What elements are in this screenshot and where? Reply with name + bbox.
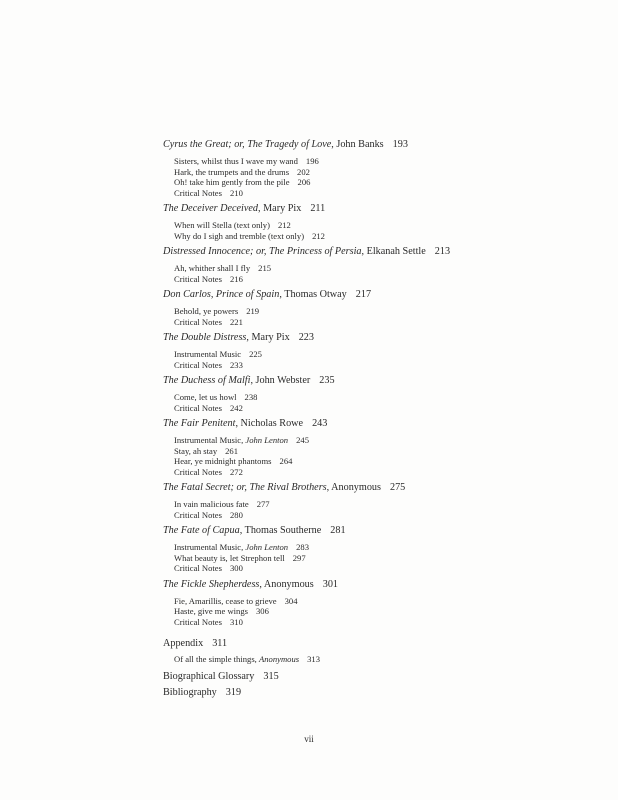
toc-entry-heading[interactable] [163,578,593,592]
toc-entry [163,331,593,370]
title-separator: , [258,203,264,214]
toc-sub-entry[interactable] [174,360,593,371]
toc-entry-heading[interactable] [163,481,593,495]
page-number: vii [304,734,314,744]
sub-entry-page: 196 [305,156,319,166]
toc-sub-entry[interactable] [174,188,593,199]
toc-sub-entry[interactable] [174,306,593,317]
toc-sub-entry[interactable] [174,317,593,328]
play-title: Don Carlos, Prince of Spain [163,289,280,300]
sub-entry-page: 219 [246,306,260,316]
sub-entry-text: When will Stella (text only) [174,220,270,230]
toc-sub-entry[interactable] [174,167,593,178]
appendix-page: 311 [212,638,228,649]
toc-sub-entries [163,499,593,520]
toc-sub-entry[interactable] [174,392,593,403]
sub-entry-text: Why do I sigh and tremble (text only) [174,230,305,241]
title-separator: , [279,289,285,300]
glossary-entry[interactable] [163,670,593,684]
appendix-sub-page: 313 [307,654,320,664]
toc-entry-heading[interactable] [163,524,593,538]
toc-sub-entry[interactable] [174,596,593,607]
toc-sub-entry[interactable] [174,349,593,360]
play-title: The Fickle Shepherdess [163,578,260,590]
play-title: The Fate of Capua [163,525,240,536]
appendix-sub-text: Of all the simple things, [174,654,257,664]
play-title: The Duchess of Malfi [163,375,251,386]
sub-entry-text: Instrumental Music, [174,542,244,552]
play-page: 243 [312,418,328,429]
toc-sub-entries [163,263,593,284]
toc-entry-heading[interactable] [163,417,593,431]
play-author: Mary Pix [263,203,302,214]
title-separator: , [250,375,256,386]
sub-entry-text: Critical Notes [174,466,222,477]
appendix-subs [163,654,593,665]
toc-sub-entry[interactable] [174,263,593,274]
toc-entry-heading[interactable] [163,138,593,152]
title-separator: , [326,482,332,493]
sub-entry-page: 216 [229,273,243,284]
glossary-label: Biographical Glossary [163,670,255,682]
toc-sub-entries [163,596,593,628]
sub-entry-page: 212 [277,220,291,230]
toc-sub-entry[interactable] [174,220,593,231]
sub-entry-text: Critical Notes [174,273,222,284]
sub-entry-page: 297 [292,552,306,563]
sub-entry-page: 264 [279,456,293,466]
toc-entry-heading[interactable] [163,374,593,388]
toc-sub-entry[interactable] [174,446,593,457]
play-title: The Deceiver Deceived [163,203,259,214]
sub-entry-text: Instrumental Music, [174,435,244,445]
toc-sub-entry[interactable] [174,553,593,564]
play-page: 235 [319,375,335,386]
sub-entry-composer: John Lenton [245,542,289,552]
toc-entry [163,481,593,520]
toc-sub-entries [163,349,593,370]
sub-entry-text: Critical Notes [174,509,222,520]
title-separator: , [331,139,337,150]
play-author: Elkanah Settle [366,246,426,257]
play-author: Anonymous [331,482,381,493]
sub-entry-page: 261 [225,445,239,456]
bibliography-label: Bibliography [163,686,217,698]
sub-entry-text: What beauty is, let Strephon tell [174,552,285,563]
toc-entries [163,138,593,627]
sub-entry-composer: John Lenton [245,435,289,445]
toc-entry [163,578,593,628]
toc-entry [163,524,593,574]
sub-entry-text: Critical Notes [174,359,222,370]
sub-entry-page: 300 [229,563,243,573]
toc-sub-entries [163,542,593,574]
sub-entry-page: 225 [249,349,262,359]
sub-entry-page: 310 [229,616,243,627]
toc-sub-entries [163,435,593,477]
toc-entry [163,374,593,413]
sub-entry-text: Critical Notes [174,563,222,573]
sub-entry-text: Behold, ye powers [174,306,239,316]
title-separator: , [259,578,264,590]
sub-entry-text: Critical Notes [174,616,222,627]
toc-sub-entry[interactable] [174,156,593,167]
sub-entry-text: Critical Notes [174,187,222,198]
sub-entry-page: 272 [229,466,243,477]
play-page: 193 [392,139,408,150]
play-page: 217 [355,289,372,300]
play-page: 213 [434,246,451,257]
title-separator: , [361,246,367,257]
title-separator: , [239,525,245,536]
play-page: 223 [298,332,314,343]
sub-entry-text: Instrumental Music [174,349,242,359]
toc-sub-entry[interactable] [174,499,593,510]
title-separator: , [246,332,252,343]
sub-entry-page: 212 [312,230,325,241]
toc-sub-entry[interactable] [174,456,593,467]
sub-entry-text: Come, let us howl [174,392,237,402]
toc-entry [163,138,593,198]
sub-entry-page: 304 [284,595,298,606]
toc-sub-entry[interactable] [174,403,593,414]
play-title: Cyrus the Great; or, The Tragedy of Love [163,139,332,150]
sub-entry-page: 233 [229,359,243,370]
sub-entry-text: Stay, ah stay [174,445,218,456]
bibliography-page: 319 [225,686,242,698]
sub-entry-text: Hark, the trumpets and the drums [174,166,290,177]
toc-sub-entry[interactable] [174,274,593,285]
play-page: 275 [389,482,406,493]
toc-sub-entry[interactable] [174,435,593,446]
sub-entry-page: 238 [244,392,258,402]
sub-entry-page: 242 [229,402,243,413]
toc-sub-entries [163,156,593,198]
toc-sub-entry[interactable] [174,617,593,628]
toc-entry [163,417,593,477]
play-page: 211 [310,203,326,214]
play-title: The Fatal Secret; or, The Rival Brothers [163,482,327,493]
play-author: Thomas Otway [284,289,347,300]
toc-entry-heading[interactable] [163,288,593,302]
toc-entry-heading[interactable] [163,245,593,259]
toc-sub-entry[interactable] [174,467,593,478]
toc-sub-entry[interactable] [174,231,593,242]
play-page: 301 [322,578,338,590]
sub-entry-page: 210 [229,187,243,198]
play-author: John Webster [255,375,311,386]
sub-entry-text: Fie, Amarillis, cease to grieve [174,595,277,606]
play-author: Nicholas Rowe [240,418,304,429]
play-author: John Banks [336,139,384,150]
play-page: 281 [330,525,346,536]
toc-sub-entry[interactable] [174,606,593,617]
toc-sub-entries [163,392,593,413]
toc-entry [163,202,593,241]
sub-entry-page: 215 [258,263,272,273]
play-author: Thomas Southerne [244,525,322,536]
sub-entry-page: 306 [256,606,269,616]
toc-sub-entry[interactable] [174,510,593,521]
sub-entry-text: Critical Notes [174,316,222,327]
sub-entry-text: Haste, give me wings [174,606,248,616]
sub-entry-page: 280 [229,509,243,520]
table-of-contents [163,138,593,700]
sub-entry-text: Oh! take him gently from the pile [174,177,290,187]
appendix-entry[interactable] [163,637,593,651]
toc-entry [163,288,593,327]
sub-entry-text: Hear, ye midnight phantoms [174,456,272,466]
bibliography-entry[interactable] [163,686,593,700]
sub-entry-text: Critical Notes [174,402,222,413]
sub-entry-text: Sisters, whilst thus I wave my wand [174,156,298,166]
sub-entry-text: In vain malicious fate [174,499,249,509]
sub-entry-page: 245 [296,435,309,445]
toc-sub-entry[interactable] [174,177,593,188]
toc-sub-entry[interactable] [174,563,593,574]
toc-sub-entries [163,306,593,327]
glossary-page: 315 [263,670,279,682]
toc-entry-heading[interactable] [163,331,593,345]
toc-sub-entry[interactable] [174,542,593,553]
play-author: Mary Pix [251,332,290,343]
play-title: Distressed Innocence; or, The Princess of Persia [163,246,362,257]
play-author: Anonymous [263,578,314,590]
appendix-sub-entry[interactable] [174,654,593,665]
appendix-label: Appendix [163,638,204,649]
sub-entry-page: 277 [256,499,270,509]
sub-entry-page: 221 [229,316,243,327]
toc-entry-heading[interactable] [163,202,593,216]
sub-entry-text: Ah, whither shall I fly [174,263,251,273]
toc-entry [163,245,593,284]
sub-entry-page: 202 [297,166,310,177]
sub-entry-page: 283 [296,542,309,552]
sub-entry-page: 206 [297,177,311,187]
play-title: The Fair Penitent [163,418,236,429]
play-title: The Double Distress [163,332,247,343]
title-separator: , [235,418,241,429]
toc-sub-entries [163,220,593,241]
appendix-sub-composer: Anonymous [258,654,300,664]
